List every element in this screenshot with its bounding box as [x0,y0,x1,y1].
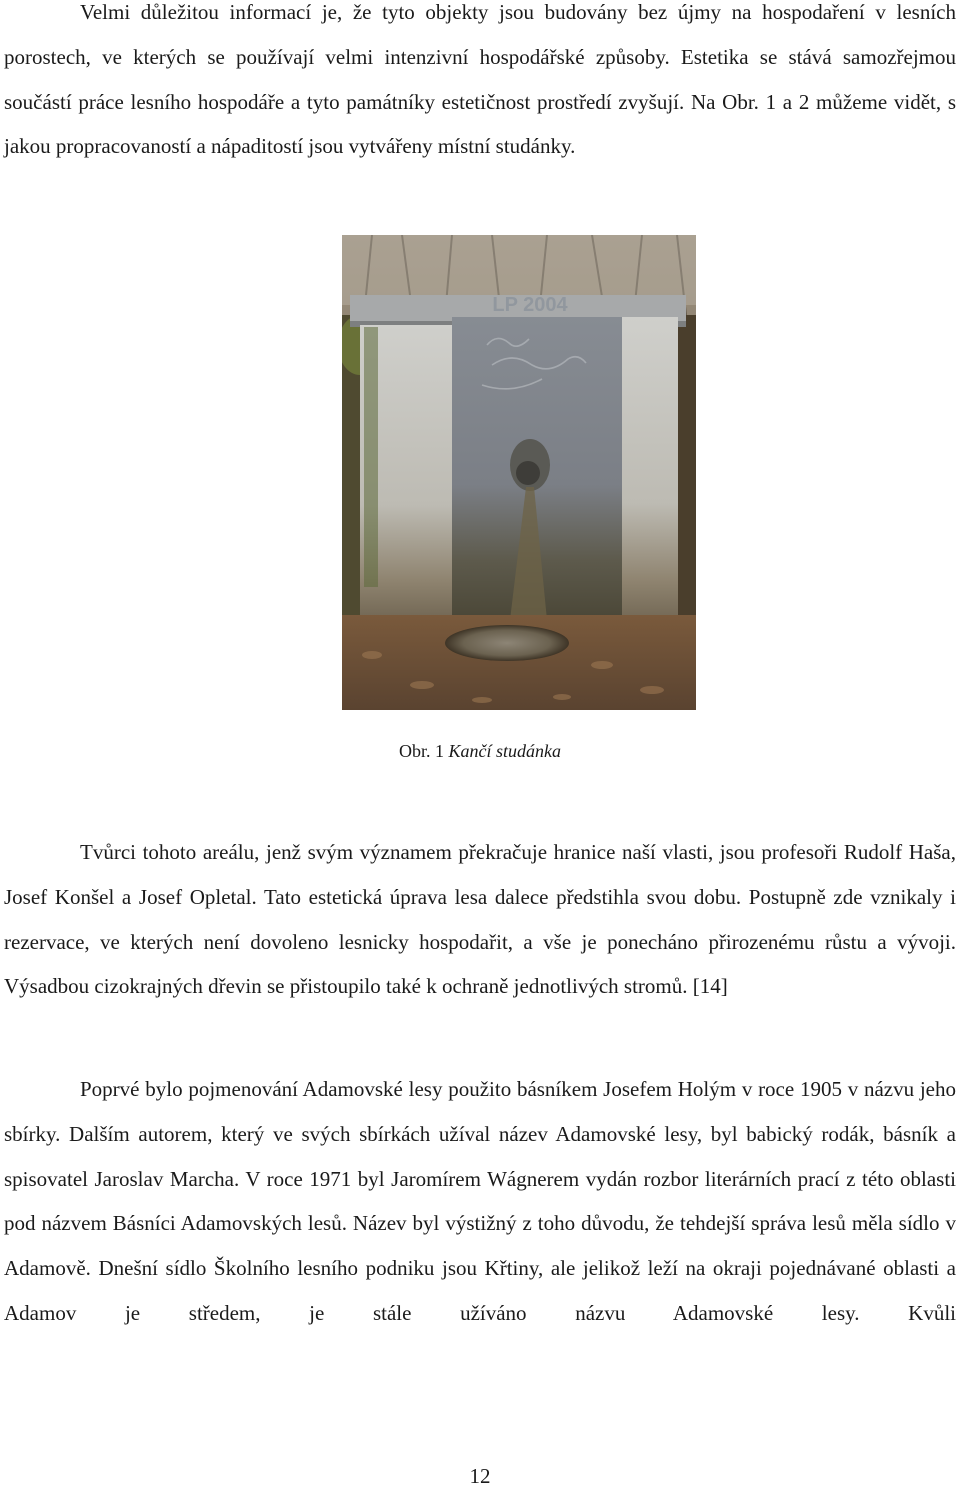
figure-caption [0,736,960,766]
paragraph-2 [4,830,956,1009]
paragraph-1 [4,0,956,169]
paragraph-3-text: Poprvé bylo pojmenování Adamovské lesy použito básníkem Josefem Holým v roce 1905 v názvu jeho sbírky. Dalším autorem, který ve svých sbírkách užíval název Adamovské lesy, byl babický rodák, básník a spisovatel Jaroslav Marcha. V roce 1971 byl Jaromírem Wágnerem vydán rozbor literárních prací z této oblasti pod názvem Básníci Adamovských lesů. Název byl výstižný z toho důvodu, že tehdejší správa lesů měla sídlo v Adamově. Dnešní sídlo Školního lesního podniku jsou Křtiny, ale jelikož leží na okraji pojednávané oblasti a Adamov je středem, je stále užíváno názvu Adamovské lesy. Kvůli [4,1077,956,1325]
slab-engraving: LP 2004 [492,294,568,316]
caption-text: Kančí studánka [448,741,561,761]
caption-label: Obr. 1 [399,741,444,761]
spring-photo [342,235,696,710]
paragraph-1-text: Velmi důležitou informací je, že tyto objekty jsou budovány bez újmy na hospodaření v lesních porostech, ve kterých se používají velmi intenzivní hospodářské způsoby. Estetika se stává samozřejmou součástí práce lesního hospodáře a tyto památníky estetičnost prostředí zvyšují. Na Obr. 1 a 2 můžeme vidět, s jakou propracovaností a nápaditostí jsou vytvářeny místní studánky. [4,0,956,159]
paragraph-2-text: Tvůrci tohoto areálu, jenž svým významem překračuje hranice naší vlasti, jsou profesoři Rudolf Haša, Josef Konšel a Josef Opletal. Tato estetická úprava lesa dalece předstihla svou dobu. Postupně zde vznikaly i rezervace, ve kterých není dovoleno lesnicky hospodařit, a vše je ponecháno přirozenému růstu a vývoji. Výsadbou cizokrajných dřevin se přistoupilo také k ochraně jednotlivých stromů. [14] [4,840,956,999]
paragraph-3 [4,1067,956,1336]
page-number: 12 [469,1464,491,1488]
